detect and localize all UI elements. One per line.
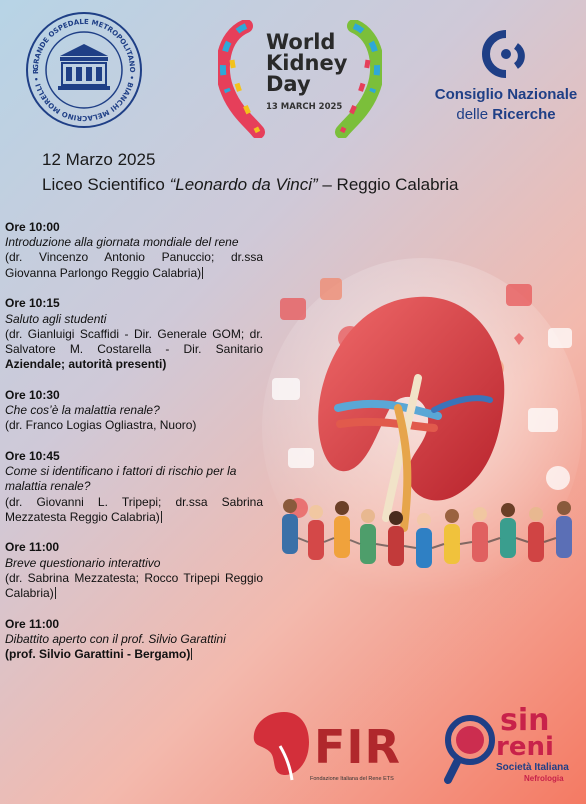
venue-prefix: Liceo Scientifico (42, 175, 170, 194)
sin-wordmark: sin (500, 703, 550, 738)
wkd-line-2: Kidney (266, 51, 348, 75)
sin-subtitle-2: Nefrologia (524, 774, 564, 783)
program-session (5, 617, 263, 663)
session-speakers (5, 495, 263, 525)
session-time: Ore 10:45 (5, 448, 60, 463)
kidney-illustration (258, 258, 586, 626)
text-cursor (55, 587, 56, 599)
session-speakers (5, 250, 263, 280)
program-session (5, 540, 263, 601)
session-speakers: (dr. Franco Logias Ogliastra, Nuoro) (5, 418, 197, 433)
text-cursor (161, 511, 162, 523)
wkd-date: 13 MARCH 2025 (266, 102, 343, 112)
fir-kidney-icon (250, 708, 314, 788)
event-date: 12 Marzo 2025 (42, 150, 156, 169)
wkd-line-1: World (266, 30, 336, 54)
hospital-ring-text: GRANDE OSPEDALE METROPOLITANO • BIANCHI MELACRINO MORELLI • R (31, 17, 137, 123)
cnr-logo (420, 24, 586, 134)
session-topic: Dibattito aperto con il prof. Silvio Garattini (5, 631, 226, 646)
session-time: Ore 10:30 (5, 387, 60, 402)
session-speakers (5, 327, 263, 373)
text-cursor (191, 648, 192, 660)
session-topic: Saluto agli studenti (5, 311, 107, 326)
session-time: Ore 11:00 (5, 616, 60, 631)
session-time: Ore 11:00 (5, 540, 60, 555)
cnr-emblem-icon (476, 26, 536, 82)
cnr-name-line-1: Consiglio Nazionale (434, 86, 578, 103)
fir-logo (250, 706, 420, 796)
venue-school-name: “Leonardo da Vinci” (169, 175, 318, 194)
cnr-name-line-2-bold: Ricerche (492, 106, 556, 123)
wkd-title (266, 32, 347, 95)
program-session (5, 449, 263, 525)
sin-subtitle-1: Società Italiana (496, 762, 569, 773)
world-kidney-day-logo (218, 20, 382, 138)
sin-logo (440, 704, 586, 800)
session-speakers-text: (dr. Vincenzo Antonio Panuccio; dr.ssa Giovanna Parlongo Reggio Calabria) (5, 250, 263, 280)
session-time: Ore 10:15 (5, 296, 60, 311)
hospital-logo (24, 10, 144, 130)
program-session (5, 220, 263, 281)
fir-wordmark: FIR (314, 720, 401, 774)
text-cursor (202, 267, 203, 279)
program-list (5, 220, 263, 678)
session-speakers (5, 647, 263, 662)
session-topic: Breve questionario interattivo (5, 555, 161, 570)
wkd-line-3: Day (266, 72, 311, 96)
session-speakers-text: (dr. Gianluigi Scaffidi - Dir. Generale GOM; dr. Salvatore M. Costarella - Dir. Sanitario (5, 326, 263, 356)
session-time: Ore 10:00 (5, 220, 60, 234)
session-speakers-text: (dr. Giovanni L. Tripepi; dr.ssa Sabrina Mezzatesta Reggio Calabria) (5, 494, 263, 524)
venue-suffix: – Reggio Calabria (317, 175, 459, 194)
session-topic: Che cos’è la malattia renale? (5, 403, 160, 418)
session-topic: Introduzione alla giornata mondiale del rene (5, 235, 239, 250)
cnr-name-line-2 (426, 106, 586, 123)
svg-text:GRANDE OSPEDALE METROPOLITANO (24, 10, 136, 122)
session-speakers (5, 571, 263, 601)
fir-subtitle: Fondazione Italiana del Rene ETS (310, 776, 394, 782)
session-speakers-bold: (prof. Silvio Garattini - Bergamo) (5, 647, 191, 662)
cnr-name-line-2-pre: delle (456, 106, 493, 123)
sin-magnifier-icon (440, 710, 500, 790)
session-topic: Come si identificano i fattori di rischio per la malattia renale? (5, 464, 237, 494)
reni-wordmark: reni (496, 732, 554, 762)
program-session (5, 296, 263, 372)
event-venue (42, 175, 458, 195)
program-session (5, 388, 263, 434)
session-speakers-bold: Aziendale; autorità presenti) (5, 357, 167, 372)
session-speakers-text: (dr. Sabrina Mezzatesta; Rocco Tripepi Reggio Calabria) (5, 570, 263, 601)
